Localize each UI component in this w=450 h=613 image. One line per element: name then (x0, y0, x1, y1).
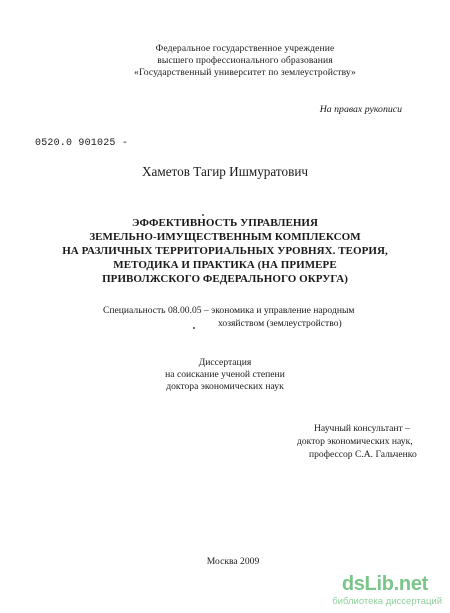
institution-line-2: высшего профессионального образования (157, 55, 333, 66)
advisor-degree: доктор экономических наук, (297, 436, 413, 447)
specialty-line-1: Специальность 08.00.05 – экономика и управление народным (103, 305, 355, 316)
title-line-3: НА РАЗЛИЧНЫХ ТЕРРИТОРИАЛЬНЫХ УРОВНЯХ. ТЕОРИЯ, (62, 245, 388, 257)
rights-note: На правах рукописи (319, 104, 402, 115)
author-name: Хаметов Тагир Ишмуратович (141, 164, 309, 179)
dslib-watermark[interactable] (316, 573, 444, 609)
city-year: Москва 2009 (206, 556, 260, 567)
scan-speck (193, 327, 195, 329)
title-line-4: МЕТОДИКА И ПРАКТИКА (НА ПРИМЕРЕ (113, 259, 337, 271)
dissertation-line-2: на соискание ученой степени (165, 369, 285, 380)
title-line-2: ЗЕМЕЛЬНО-ИМУЩЕСТВЕННЫМ КОМПЛЕКСОМ (89, 231, 361, 243)
dissertation-line-1: Диссертация (198, 357, 252, 368)
institution-line-3: «Государственный университет по землеустройству» (134, 67, 356, 78)
advisor-role: Научный консультант – (314, 423, 410, 434)
scan-speck (202, 214, 204, 216)
specialty-line-2: хозяйством (землеустройство) (218, 318, 342, 329)
advisor-name: профессор С.А. Гальченко (309, 449, 417, 460)
dissertation-line-3: доктора экономических наук (166, 381, 284, 392)
watermark-tagline: библиотека диссертаций (332, 596, 442, 607)
title-line-5: ПРИВОЛЖСКОГО ФЕДЕРАЛЬНОГО ОКРУГА) (102, 273, 348, 285)
title-line-1: ЭФФЕКТИВНОСТЬ УПРАВЛЕНИЯ (131, 217, 319, 229)
institution-line-1: Федеральное государственное учреждение (155, 43, 335, 54)
registration-code: 0520.0 901025 - (35, 138, 129, 149)
watermark-brand: dsLib.net (341, 573, 428, 595)
